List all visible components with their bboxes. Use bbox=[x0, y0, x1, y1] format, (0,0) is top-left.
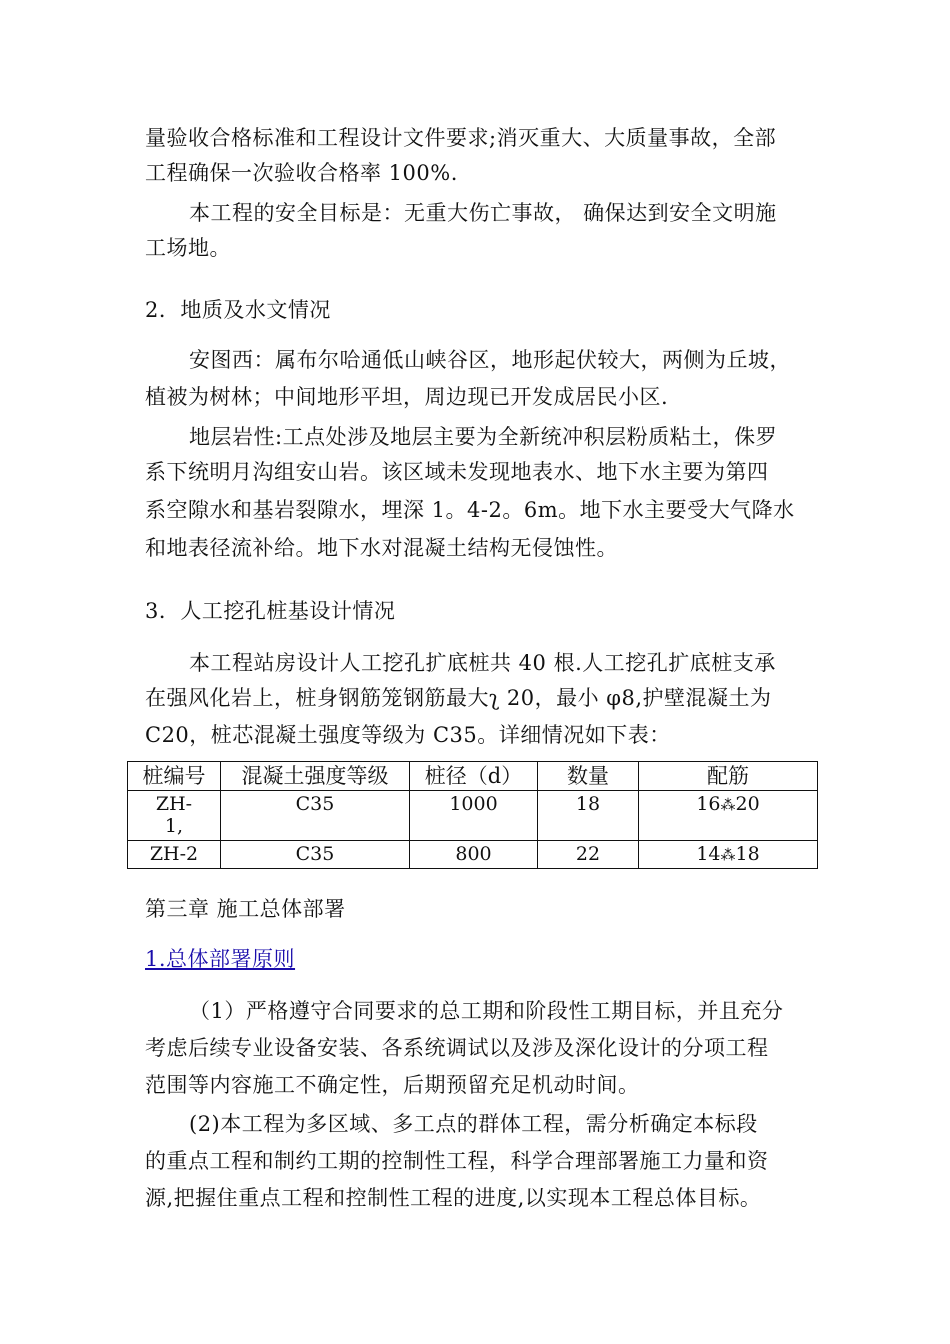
pile-line-3: C20，桩芯混凝土强度等级为 C35。详细情况如下表： bbox=[145, 723, 671, 747]
chapter-3-title: 第三章 施工总体部署 bbox=[145, 897, 346, 921]
strata-line-1: 地层岩性:工点处涉及地层主要为全新统冲积层粉质粘土，侏罗 bbox=[189, 425, 778, 449]
header-quantity: 数量 bbox=[538, 762, 639, 791]
rebar-size: 20 bbox=[735, 793, 760, 815]
pile-id-cell bbox=[128, 841, 221, 869]
table-row bbox=[128, 841, 818, 869]
pile-table bbox=[127, 761, 818, 869]
quantity-cell: 18 bbox=[538, 791, 639, 841]
deployment-principles-link-text[interactable]: 1.总体部署原则 bbox=[145, 947, 296, 971]
section-2-heading: 2．地质及水文情况 bbox=[145, 298, 331, 322]
rebar-count: 16 bbox=[696, 793, 721, 815]
safety-line-1: 本工程的安全目标是：无重大伤亡事故， 确保达到安全文明施 bbox=[189, 201, 777, 225]
deployment-principles-link[interactable] bbox=[145, 945, 825, 973]
header-rebar: 配筋 bbox=[639, 762, 818, 791]
diameter-cell: 1000 bbox=[410, 791, 538, 841]
rebar-cell bbox=[639, 791, 818, 841]
strata-line-3: 系空隙水和基岩裂隙水，埋深 1。4-2。6m。地下水主要受大气降水 bbox=[145, 498, 795, 522]
pile-id-cell bbox=[128, 791, 221, 841]
anxi-line-2: 植被为树林；中间地形平坦，周边现已开发成居民小区. bbox=[145, 385, 669, 409]
rebar-grade-icon: ⁂ bbox=[720, 796, 736, 814]
principle-2-line-1: (2)本工程为多区域、多工点的群体工程，需分析确定本标段 bbox=[189, 1112, 758, 1136]
principle-1-line-3: 范围等内容施工不确定性，后期预留充足机动时间。 bbox=[145, 1073, 640, 1097]
concrete-grade-cell: C35 bbox=[221, 841, 410, 869]
pile-id-line-2: 1, bbox=[164, 815, 184, 837]
section-3-heading: 3．人工挖孔桩基设计情况 bbox=[145, 599, 396, 623]
header-diameter: 桩径（d） bbox=[410, 762, 538, 791]
principle-1-line-2: 考虑后续专业设备安装、各系统调试以及涉及深化设计的分项工程 bbox=[145, 1036, 769, 1060]
concrete-grade-cell: C35 bbox=[221, 791, 410, 841]
principle-2-line-2: 的重点工程和制约工期的控制性工程，科学合理部署施工力量和资 bbox=[145, 1149, 769, 1173]
pile-line-2: 在强风化岩上，桩身钢筋笼钢筋最大ʅ 20，最小 φ8,护壁混凝土为 bbox=[145, 686, 772, 710]
rebar-cell bbox=[639, 841, 818, 869]
rebar-grade-icon: ⁂ bbox=[720, 846, 736, 864]
pile-id-line-1: ZH- bbox=[155, 793, 193, 815]
strata-line-4: 和地表径流补给。地下水对混凝土结构无侵蚀性。 bbox=[145, 536, 618, 560]
quantity-cell: 22 bbox=[538, 841, 639, 869]
rebar-count: 14 bbox=[696, 843, 721, 865]
header-concrete-grade: 混凝土强度等级 bbox=[221, 762, 410, 791]
principle-1-line-1: （1）严格遵守合同要求的总工期和阶段性工期目标，并且充分 bbox=[189, 999, 784, 1023]
table-row bbox=[128, 791, 818, 841]
pile-line-1: 本工程站房设计人工挖孔扩底桩共 40 根.人工挖孔扩底桩支承 bbox=[189, 651, 776, 675]
quality-line-1: 量验收合格标准和工程设计文件要求;消灭重大、大质量事故，全部 bbox=[145, 126, 777, 150]
diameter-cell: 800 bbox=[410, 841, 538, 869]
pile-id-line-1: ZH-2 bbox=[149, 843, 199, 865]
principle-2-line-3: 源,把握住重点工程和控制性工程的进度,以实现本工程总体目标。 bbox=[145, 1186, 762, 1210]
header-pile-id: 桩编号 bbox=[128, 762, 221, 791]
table-header-row bbox=[128, 762, 818, 791]
safety-line-2: 工场地。 bbox=[145, 236, 231, 260]
quality-line-2: 工程确保一次验收合格率 100%. bbox=[145, 161, 458, 185]
anxi-line-1: 安图西：属布尔哈通低山峡谷区，地形起伏较大，两侧为丘坡， bbox=[189, 348, 791, 372]
strata-line-2: 系下统明月沟组安山岩。该区域未发现地表水、地下水主要为第四 bbox=[145, 460, 769, 484]
rebar-size: 18 bbox=[735, 843, 760, 865]
